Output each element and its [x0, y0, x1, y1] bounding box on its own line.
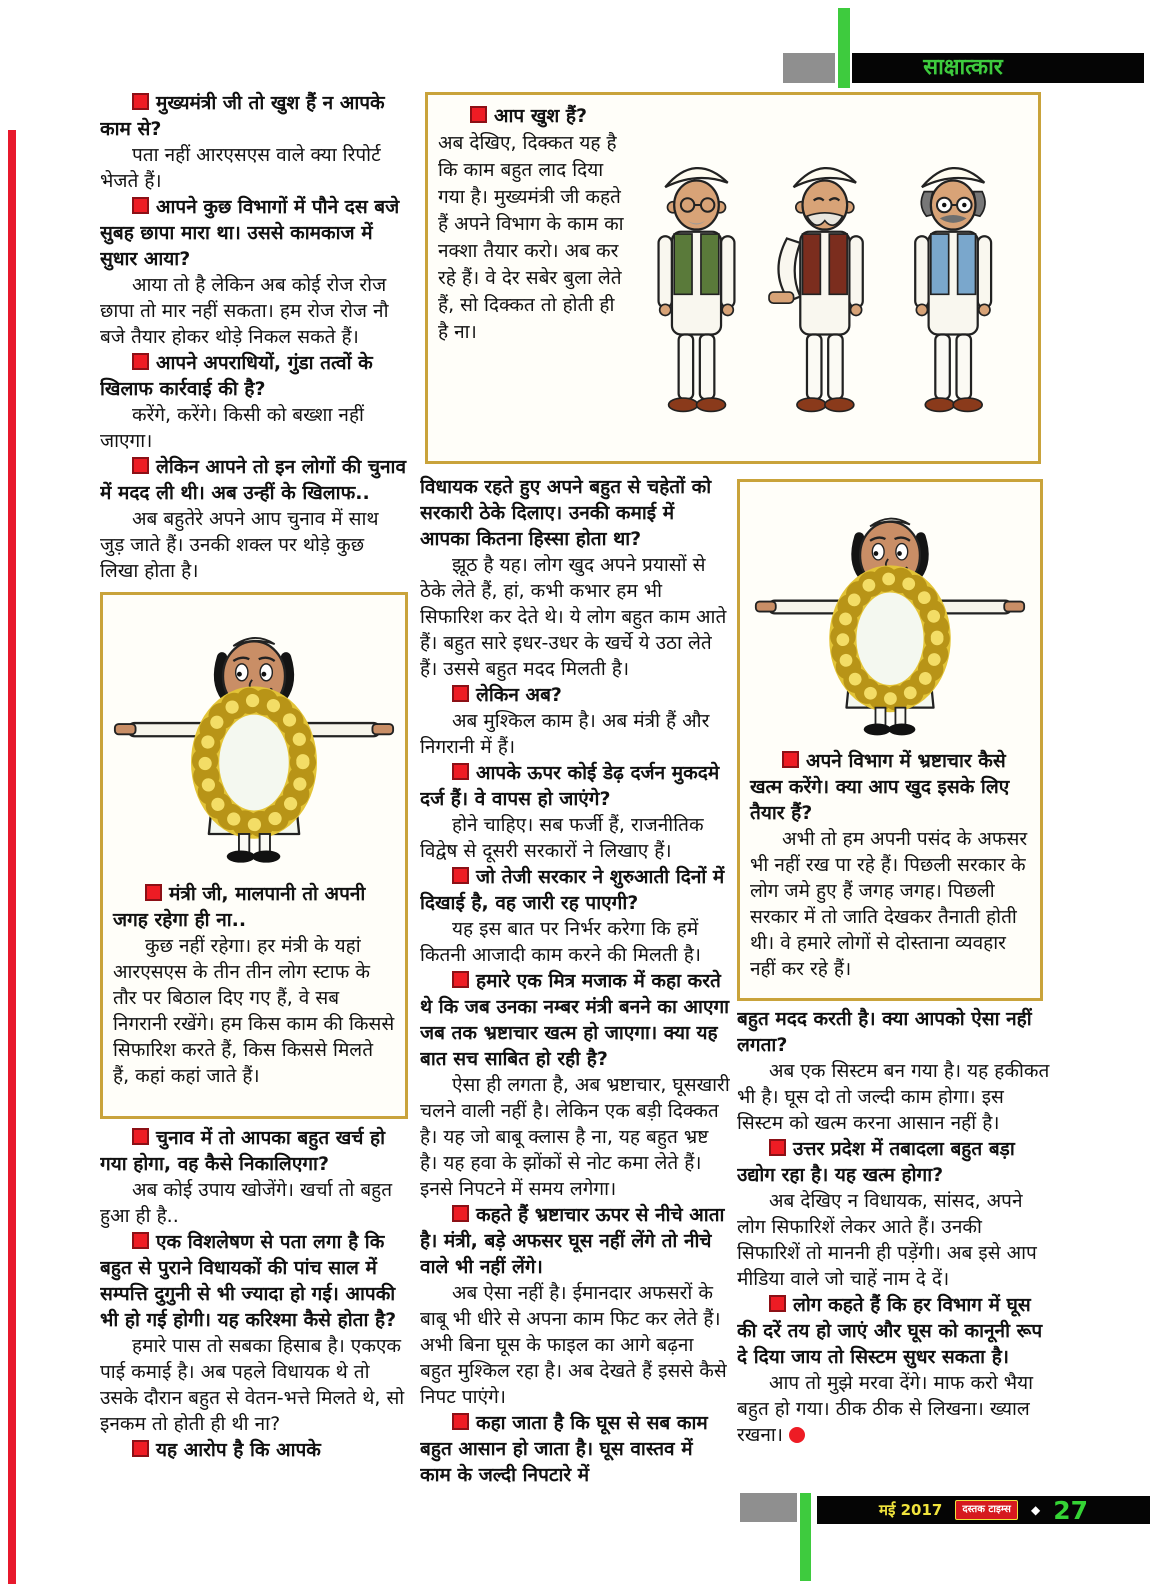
red-square-bullet-icon [132, 457, 149, 474]
question: हमारे एक मित्र मजाक में कहा करते थे कि जब उनका नम्बर मंत्री बनने का आएगा जब तक भ्रष्टाचार खत्म हो जाएगा। क्या यह बात सच साबित हो रही है? [420, 970, 730, 1070]
red-square-bullet-icon [782, 751, 799, 768]
red-square-bullet-icon [132, 1128, 149, 1145]
column-right [737, 1006, 1050, 1484]
page-number: 27 [1053, 1495, 1088, 1525]
red-square-bullet-icon [452, 867, 469, 884]
question: आपने कुछ विभागों में पौने दस बजे सुबह छापा मारा था। उससे कामकाज में सुधार आया? [100, 196, 400, 270]
issue-month: मई 2017 [879, 1501, 943, 1519]
right-box-caption [750, 748, 1030, 982]
red-square-bullet-icon [452, 971, 469, 988]
end-of-article-circle-icon [789, 1427, 805, 1443]
question: मंत्री जी, मालपानी तो अपनी जगह रहेगा ही ना.. [113, 883, 366, 931]
three-politicians-illustration [634, 117, 1019, 447]
answer: आया तो है लेकिन अब कोई रोज रोज छापा तो मार नहीं सकता। हम रोज रोज नौ बजे तैयार होकर थोड़े निकल सकते हैं। [100, 274, 389, 348]
answer: ऐसा ही लगता है, अब भ्रष्टाचार, घूसखारी चलने वाली नहीं है। लेकिन एक बड़ी दिक्कत है। यह जो बाबू क्लास है ना, यह बहुत भ्रष्ट है। यह हवा के झोंकों से नोट कमा लेते हैं। इनसे निपटने में समय लगेगा। [420, 1074, 730, 1200]
diamond-icon: ◆ [1030, 1503, 1041, 1517]
cartoon-box-left [100, 592, 408, 1119]
magazine-logo: दस्तक टाइम्स [955, 1500, 1018, 1520]
top-box-text [438, 103, 624, 453]
question: कहते हैं भ्रष्टाचार ऊपर से नीचे आता है। मंत्री, बड़े अफसर घूस नहीं लेंगे तो नीचे वाले भी नहीं लेंगे। [420, 1204, 725, 1278]
red-square-bullet-icon [132, 1440, 149, 1457]
red-square-bullet-icon [769, 1139, 786, 1156]
question: लेकिन आपने तो इन लोगों की चुनाव में मदद ली थी। अब उन्हीं के खिलाफ.. [100, 456, 407, 504]
question: मुख्यमंत्री जी तो खुश हैं न आपके काम से? [100, 92, 385, 140]
red-square-bullet-icon [452, 1205, 469, 1222]
answer: होने चाहिए। सब फर्जी हैं, राजनीतिक विद्वेष से दूसरी सरकारों ने लिखाए हैं। [420, 814, 704, 862]
answer: झूठ है यह। लोग खुद अपने प्रयासों से ठेके लेते हैं, हां, कभी कभार हम भी सिफारिश कर देते थे। ये लोग बहुत काम आते हैं। बहुत सारे इधर-उधर के खर्चे ये उठा लेते हैं। उससे बहुत मदद मिलती है। [420, 554, 727, 680]
answer: अब एक सिस्टम बन गया है। यह हकीकत भी है। घूस दो तो जल्दी काम होगा। इस सिस्टम को खत्म करना आसान नहीं है। [737, 1060, 1050, 1134]
question: चुनाव में तो आपका बहुत खर्च हो गया होगा, वह कैसे निकालिएगा? [100, 1127, 386, 1175]
cartoon-box-right [737, 479, 1043, 1001]
cartoon-box-top [425, 92, 1041, 464]
answer: आप तो मुझे मरवा देंगे। माफ करो भैया बहुत हो गया। ठीक ठीक से लिखना। ख्याल रखना। [737, 1372, 1034, 1446]
header-section-bar [852, 53, 1144, 83]
answer: अब कोई उपाय खोजेंगे। खर्चा तो बहुत हुआ ही है.. [100, 1179, 393, 1227]
question: कहा जाता है कि घूस से सब काम बहुत आसान हो जाता है। घूस वास्तव में काम के जल्दी निपटारे में [420, 1412, 708, 1486]
left-box-caption [113, 881, 395, 1089]
column-left [100, 90, 408, 1490]
header-green-bar [838, 8, 850, 88]
red-square-bullet-icon [452, 763, 469, 780]
garland-politician-cartoon [113, 599, 395, 881]
footer-bar [817, 1496, 1150, 1524]
red-square-bullet-icon [132, 1232, 149, 1249]
header-gray-block [783, 53, 835, 83]
question: यह आरोप है कि आपके [100, 1437, 408, 1463]
answer: पता नहीं आरएसएस वाले क्या रिपोर्ट भेजते हैं। [100, 144, 381, 192]
red-square-bullet-icon [132, 93, 149, 110]
answer: अभी तो हम अपनी पसंद के अफसर भी नहीं रख पा रहे हैं। पिछली सरकार के लोग जमे हुए हैं जगह जगह। पिछली सरकार में तो जाति देखकर तैनाती होती थी। वे हमारे लोगों से दोस्ताना व्यवहार नहीं कर रहे हैं। [750, 828, 1028, 980]
question: उत्तर प्रदेश में तबादला बहुत बड़ा उद्योग रहा है। यह खत्म होगा? [737, 1138, 1015, 1186]
left-edge-rule [8, 130, 16, 1584]
footer-gray-block [740, 1493, 797, 1522]
garland-politician-cartoon [750, 486, 1030, 748]
red-square-bullet-icon [132, 197, 149, 214]
column-middle [420, 474, 730, 1486]
question-continued: बहुत मदद करती है। क्या आपको ऐसा नहीं लगता? [737, 1008, 1032, 1056]
answer: यह इस बात पर निर्भर करेगा कि हमें कितनी आजादी काम करने की मिलती है। [420, 918, 701, 966]
answer: करेंगे, करेंगे। किसी को बख्शा नहीं जाएगा। [100, 404, 364, 452]
three-politicians-cartoon [624, 103, 1028, 453]
question: आप खुश हैं? [438, 103, 624, 130]
answer: अब बहुतेरे अपने आप चुनाव में साथ जुड़ जाते हैं। उनकी शक्ल पर थोड़े कुछ लिखा होता है। [100, 508, 379, 582]
question: एक विशलेषण से पता लगा है कि बहुत से पुराने विधायकों की पांच साल में सम्पत्ति दुगुनी से भी ज्यादा हो गई। आपकी भी हो गई होगी। यह करिश्मा कैसे होता है? [100, 1231, 397, 1331]
section-title: साक्षात्कार [923, 55, 1003, 80]
garland-politician-illustration [754, 494, 1026, 740]
question: अपने विभाग में भ्रष्टाचार कैसे खत्म करेंगे। क्या आप खुद इसके लिए तैयार हैं? [750, 750, 1010, 824]
footer-green-bar [800, 1493, 811, 1581]
red-square-bullet-icon [452, 685, 469, 702]
answer: अब देखिए न विधायक, सांसद, अपने लोग सिफारिशें लेकर आते हैं। उनकी सिफारिशें तो माननी ही पड़ेंगी। अब इसे आप मीडिया वाले जो चाहें नाम दे दें। [737, 1190, 1037, 1290]
red-square-bullet-icon [452, 1413, 469, 1430]
red-square-bullet-icon [470, 106, 487, 123]
answer: अब ऐसा नहीं है। ईमानदार अफसरों के बाबू भी धीरे से अपना काम फिट कर लेते हैं। अभी बिना घूस के फाइल का आगे बढ़ना बहुत मुश्किल रहा है। अब देखते हैं इससे कैसे निपट पाएंगे। [420, 1282, 727, 1408]
answer: हमारे पास तो सबका हिसाब है। एकएक पाई कमाई है। अब पहले विधायक थे तो उसके दौरान बहुत से वेतन-भत्ते मिलते थे, सो इनकम तो होती ही थी ना? [100, 1335, 405, 1435]
question: जो तेजी सरकार ने शुरुआती दिनों में दिखाई है, वह जारी रह पाएगी? [420, 866, 725, 914]
red-square-bullet-icon [769, 1295, 786, 1312]
answer: अब देखिए, दिक्कत यह है कि काम बहुत लाद दिया गया है। मुख्यमंत्री जी कहते हैं अपने विभाग के काम का नक्शा तैयार करो। अब कर रहे हैं। वे देर सबेर बुला लेते हैं, सो दिक्कत तो होती ही है ना। [438, 132, 624, 343]
question: लोग कहते हैं कि हर विभाग में घूस की दरें तय हो जाएं और घूस को कानूनी रूप दे दिया जाय तो सिस्टम सुधर सकता है। [737, 1294, 1043, 1368]
question: लेकिन अब? [420, 682, 730, 708]
answer: अब मुश्किल काम है। अब मंत्री हैं और निगरानी में हैं। [420, 710, 710, 758]
garland-politician-illustration [113, 609, 395, 871]
answer: कुछ नहीं रहेगा। हर मंत्री के यहां आरएसएस के तीन तीन लोग स्टाफ के तौर पर बिठाल दिए गए हैं, वे सब निगरानी रखेंगे। हम किस काम की किससे सिफारिश करते हैं, किस किससे मिलते हैं, कहां कहां जाते हैं। [113, 935, 395, 1087]
red-square-bullet-icon [145, 884, 162, 901]
question-continued: विधायक रहते हुए अपने बहुत से चहेतों को सरकारी ठेके दिलाए। उनकी कमाई में आपका कितना हिस्सा होता था? [420, 476, 712, 550]
question: आपके ऊपर कोई डेढ़ दर्जन मुकदमे दर्ज हैं। वे वापस हो जाएंगे? [420, 762, 720, 810]
red-square-bullet-icon [132, 353, 149, 370]
question: आपने अपराधियों, गुंडा तत्वों के खिलाफ कार्रवाई की है? [100, 352, 373, 400]
